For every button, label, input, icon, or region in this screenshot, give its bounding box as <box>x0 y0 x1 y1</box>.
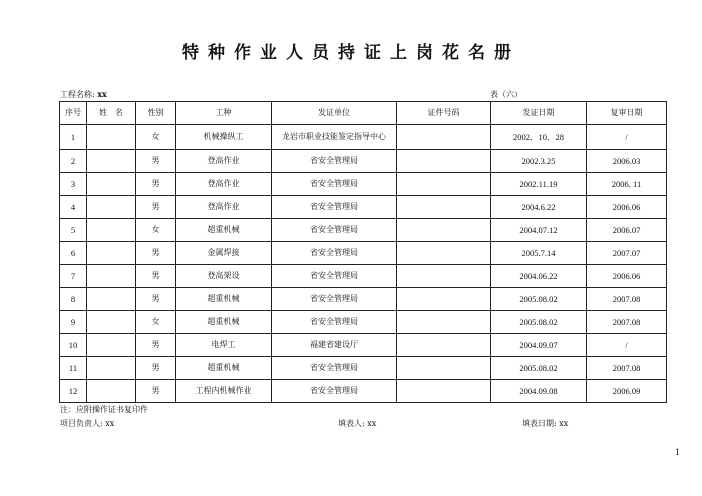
issue-date-cell: 2004.06.22 <box>491 265 587 288</box>
issuer-cell: 省安全管理局 <box>272 150 397 173</box>
date-label: 填表日期: <box>522 419 557 428</box>
filler-value: xx <box>367 419 377 428</box>
certificate-number-cell <box>397 150 491 173</box>
table-row <box>60 357 667 380</box>
gender-cell: 男 <box>136 265 176 288</box>
issue-date-cell: 2005.08.02 <box>491 311 587 334</box>
header-cell: 姓 名 <box>87 102 136 125</box>
row-number-cell: 2 <box>60 150 87 173</box>
job-type-cell: 超重机械 <box>176 357 272 380</box>
project-label: 工程名称: <box>60 90 95 99</box>
filler-label: 填表人: <box>338 419 365 428</box>
issue-date-cell: 2002.11.19 <box>491 173 587 196</box>
job-type-cell: 超重机械 <box>176 219 272 242</box>
review-date-cell: 2006. 11 <box>587 173 667 196</box>
issuer-cell: 省安全管理局 <box>272 357 397 380</box>
footnote: 注：应附操作证书复印件 <box>60 405 148 414</box>
review-date-cell: 2006.03 <box>587 150 667 173</box>
row-number-cell: 9 <box>60 311 87 334</box>
table-row <box>60 125 667 150</box>
name-cell <box>87 196 136 219</box>
issue-date-cell: 2004.09.08 <box>491 380 587 403</box>
row-number-cell: 7 <box>60 265 87 288</box>
certificate-number-cell <box>397 196 491 219</box>
manager-label: 项目负责人: <box>60 419 103 428</box>
row-number-cell: 11 <box>60 357 87 380</box>
header-cell: 工种 <box>176 102 272 125</box>
row-number-cell: 6 <box>60 242 87 265</box>
name-cell <box>87 125 136 150</box>
row-number-cell: 8 <box>60 288 87 311</box>
review-date-cell: 2007.07 <box>587 242 667 265</box>
review-date-cell: / <box>587 334 667 357</box>
review-date-cell: 2006.06 <box>587 196 667 219</box>
certificate-number-cell <box>397 219 491 242</box>
date-value: xx <box>559 419 569 428</box>
issuer-cell: 省安全管理局 <box>272 196 397 219</box>
issue-date-cell: 2002.3.25 <box>491 150 587 173</box>
gender-cell: 女 <box>136 219 176 242</box>
roster-table <box>59 101 667 403</box>
page-number: 1 <box>675 448 681 457</box>
job-type-cell: 登高作业 <box>176 196 272 219</box>
page-title: 特种作业人员持证上岗花名册 <box>182 43 520 63</box>
gender-cell: 男 <box>136 288 176 311</box>
manager-value: xx <box>105 419 115 428</box>
issue-date-cell: 2004.09.07 <box>491 334 587 357</box>
form-filler <box>338 418 376 429</box>
row-number-cell: 5 <box>60 219 87 242</box>
issue-date-cell: 2002．10．28 <box>491 125 587 150</box>
job-type-cell: 机械操纵工 <box>176 125 272 150</box>
issue-date-cell: 2005.08.02 <box>491 357 587 380</box>
gender-cell: 男 <box>136 242 176 265</box>
certificate-number-cell <box>397 334 491 357</box>
issue-date-cell: 2005.08.02 <box>491 288 587 311</box>
issuer-cell: 省安全管理局 <box>272 173 397 196</box>
job-type-cell: 电焊工 <box>176 334 272 357</box>
review-date-cell: 2007.08 <box>587 357 667 380</box>
gender-cell: 男 <box>136 150 176 173</box>
issuer-cell: 省安全管理局 <box>272 219 397 242</box>
header-row <box>60 102 667 125</box>
issuer-cell: 福建省建设厅 <box>272 334 397 357</box>
issuer-cell: 省安全管理局 <box>272 265 397 288</box>
gender-cell: 女 <box>136 311 176 334</box>
job-type-cell: 登高作业 <box>176 173 272 196</box>
name-cell <box>87 242 136 265</box>
gender-cell: 男 <box>136 196 176 219</box>
issuer-cell: 省安全管理局 <box>272 242 397 265</box>
review-date-cell: 2007.08 <box>587 311 667 334</box>
review-date-cell: 2006.09 <box>587 380 667 403</box>
header-cell: 序号 <box>60 102 87 125</box>
job-type-cell: 登高架设 <box>176 265 272 288</box>
name-cell <box>87 288 136 311</box>
name-cell <box>87 311 136 334</box>
table-row <box>60 265 667 288</box>
job-type-cell: 超重机械 <box>176 288 272 311</box>
table-row <box>60 334 667 357</box>
job-type-cell: 登高作业 <box>176 150 272 173</box>
review-date-cell: / <box>587 125 667 150</box>
certificate-number-cell <box>397 173 491 196</box>
name-cell <box>87 265 136 288</box>
name-cell <box>87 357 136 380</box>
certificate-number-cell <box>397 265 491 288</box>
issue-date-cell: 2004.07.12 <box>491 219 587 242</box>
table-row <box>60 173 667 196</box>
row-number-cell: 4 <box>60 196 87 219</box>
gender-cell: 男 <box>136 380 176 403</box>
review-date-cell: 2006.07 <box>587 219 667 242</box>
row-number-cell: 3 <box>60 173 87 196</box>
issuer-cell: 省安全管理局 <box>272 311 397 334</box>
fill-date <box>522 418 568 429</box>
certificate-number-cell <box>397 125 491 150</box>
certificate-number-cell <box>397 242 491 265</box>
job-type-cell: 工程内机械作业 <box>176 380 272 403</box>
project-name <box>60 89 107 100</box>
job-type-cell: 金属焊接 <box>176 242 272 265</box>
row-number-cell: 12 <box>60 380 87 403</box>
table-row <box>60 219 667 242</box>
table-row <box>60 196 667 219</box>
gender-cell: 男 <box>136 334 176 357</box>
header-cell: 发证单位 <box>272 102 397 125</box>
name-cell <box>87 219 136 242</box>
gender-cell: 女 <box>136 125 176 150</box>
table-row <box>60 380 667 403</box>
certificate-number-cell <box>397 311 491 334</box>
row-number-cell: 10 <box>60 334 87 357</box>
issuer-cell: 省安全管理局 <box>272 380 397 403</box>
issue-date-cell: 2004.6.22 <box>491 196 587 219</box>
certificate-number-cell <box>397 288 491 311</box>
header-cell: 发证日期 <box>491 102 587 125</box>
certificate-number-cell <box>397 357 491 380</box>
table-number: 表（六） <box>490 90 522 99</box>
gender-cell: 男 <box>136 357 176 380</box>
row-number-cell: 1 <box>60 125 87 150</box>
table-row <box>60 311 667 334</box>
job-type-cell: 超重机械 <box>176 311 272 334</box>
gender-cell: 男 <box>136 173 176 196</box>
issue-date-cell: 2005.7.14 <box>491 242 587 265</box>
project-value: xx <box>97 89 107 99</box>
header-cell: 证件号码 <box>397 102 491 125</box>
table-row <box>60 242 667 265</box>
header-cell: 复审日期 <box>587 102 667 125</box>
review-date-cell: 2007.08 <box>587 288 667 311</box>
name-cell <box>87 334 136 357</box>
name-cell <box>87 380 136 403</box>
certificate-number-cell <box>397 380 491 403</box>
issuer-cell: 龙岩市职业技能鉴定指导中心 <box>272 125 397 150</box>
issuer-cell: 省安全管理局 <box>272 288 397 311</box>
name-cell <box>87 150 136 173</box>
project-manager <box>60 418 114 429</box>
header-cell: 性别 <box>136 102 176 125</box>
table-row <box>60 288 667 311</box>
review-date-cell: 2006.06 <box>587 265 667 288</box>
name-cell <box>87 173 136 196</box>
table-row <box>60 150 667 173</box>
